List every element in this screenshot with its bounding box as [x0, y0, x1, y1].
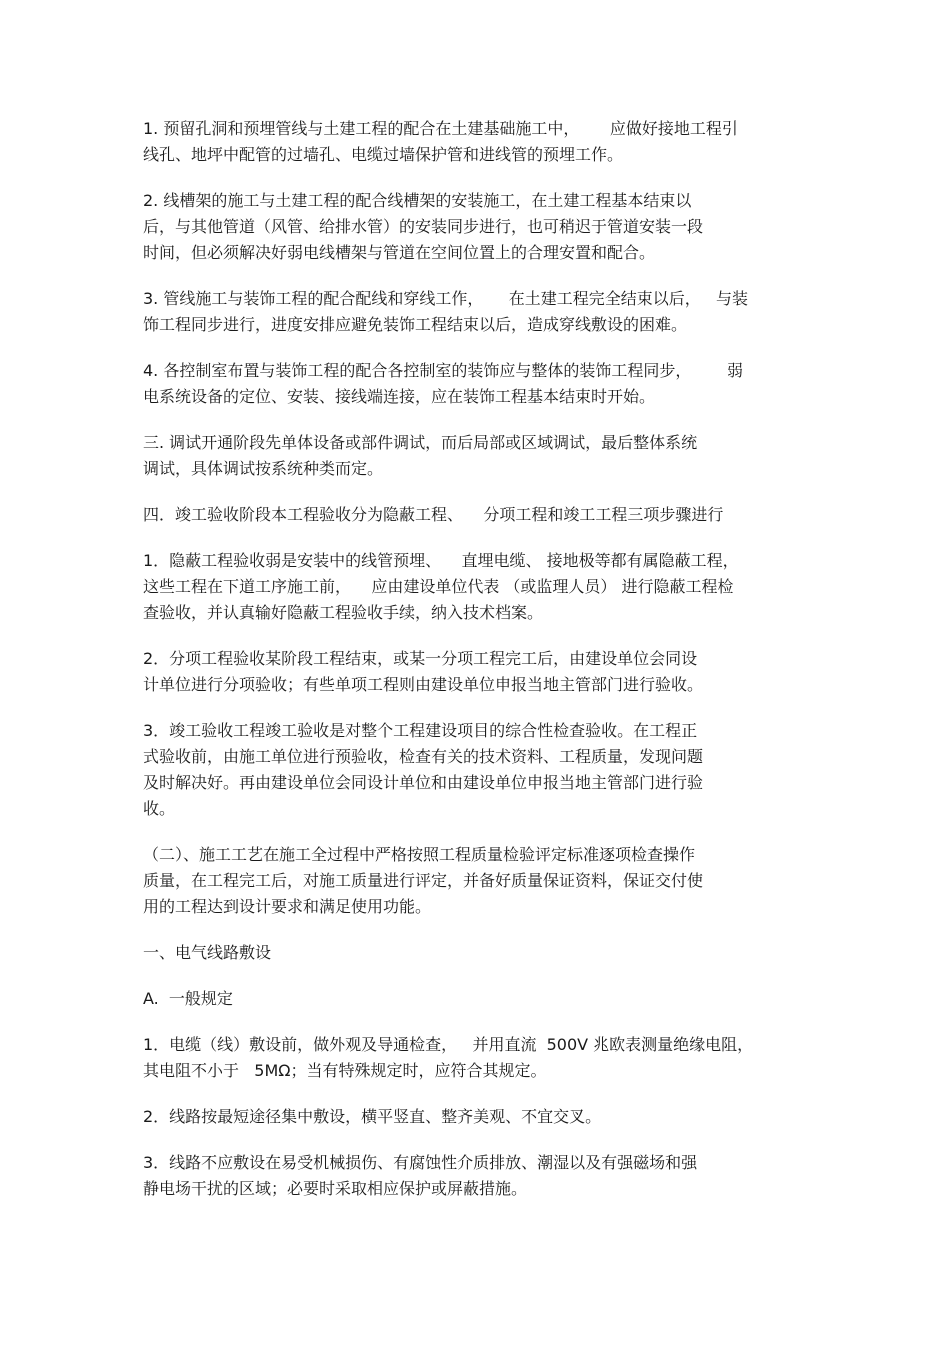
text-line: A. 一般规定	[143, 989, 233, 1008]
text-line: 电系统设备的定位、安装、接线端连接，应在装饰工程基本结束时开始。	[143, 387, 656, 406]
paragraph	[143, 842, 815, 920]
paragraph	[143, 548, 815, 626]
paragraph	[143, 188, 815, 266]
paragraph	[143, 1104, 815, 1130]
document-body	[143, 116, 815, 1222]
section-heading	[143, 502, 815, 528]
text-line: 1．电缆（线）敷设前，做外观及导通检查， 并用直流 500V 兆欧表测量绝缘电阻，	[143, 1035, 754, 1054]
text-line: 2．分项工程验收某阶段工程结束，或某一分项工程完工后，由建设单位会同设	[143, 649, 698, 668]
subsection-heading	[143, 986, 815, 1012]
text-line: 3. 管线施工与装饰工程的配合配线和穿线工作， 在土建工程完全结束以后， 与装	[143, 289, 749, 308]
text-line: 查验收，并认真输好隐蔽工程验收手续，纳入技术档案。	[143, 603, 544, 622]
text-line: 1．隐蔽工程验收弱是安装中的线管预埋、 直埋电缆、 接地极等都有属隐蔽工程，	[143, 551, 739, 570]
text-line: 3．竣工验收工程竣工验收是对整个工程建设项目的综合性检查验收。在工程正	[143, 721, 698, 740]
text-line: 四．竣工验收阶段本工程验收分为隐蔽工程、 分项工程和竣工工程三项步骤进行	[143, 505, 724, 524]
paragraph	[143, 116, 815, 168]
text-line: 三. 调试开通阶段先单体设备或部件调试，而后局部或区域调试，最后整体系统	[143, 433, 698, 452]
text-line: 收。	[143, 799, 176, 818]
text-line: 及时解决好。再由建设单位会同设计单位和由建设单位申报当地主管部门进行验	[143, 773, 704, 792]
paragraph	[143, 358, 815, 410]
text-line: 时间，但必须解决好弱电线槽架与管道在空间位置上的合理安置和配合。	[143, 243, 656, 262]
text-line: 调试，具体调试按系统种类而定。	[143, 459, 384, 478]
paragraph	[143, 718, 815, 822]
text-line: 质量，在工程完工后，对施工质量进行评定，并备好质量保证资料，保证交付使	[143, 871, 704, 890]
text-line: 2．线路按最短途径集中敷设，横平竖直、整齐美观、不宜交叉。	[143, 1107, 602, 1126]
text-line: 后，与其他管道（风管、给排水管）的安装同步进行，也可稍迟于管道安装一段	[143, 217, 704, 236]
text-line: 线孔、地坪中配管的过墙孔、电缆过墙保护管和进线管的预埋工作。	[143, 145, 624, 164]
text-line: 饰工程同步进行，进度安排应避免装饰工程结束以后，造成穿线敷设的困难。	[143, 315, 688, 334]
text-line: 2. 线槽架的施工与土建工程的配合线槽架的安装施工，在土建工程基本结束以	[143, 191, 692, 210]
text-line: 用的工程达到设计要求和满足使用功能。	[143, 897, 432, 916]
text-line: 一、电气线路敷设	[143, 943, 272, 962]
text-line: 计单位进行分项验收；有些单项工程则由建设单位申报当地主管部门进行验收。	[143, 675, 704, 694]
text-line: （二）、施工工艺在施工全过程中严格按照工程质量检验评定标准逐项检查操作	[143, 845, 696, 864]
text-line: 式验收前，由施工单位进行预验收，检查有关的技术资料、工程质量，发现问题	[143, 747, 704, 766]
text-line: 3．线路不应敷设在易受机械损伤、有腐蚀性介质排放、潮湿以及有强磁场和强	[143, 1153, 698, 1172]
text-line: 静电场干扰的区域；必要时采取相应保护或屏蔽措施。	[143, 1179, 528, 1198]
paragraph	[143, 646, 815, 698]
text-line: 4. 各控制室布置与装饰工程的配合各控制室的装饰应与整体的装饰工程同步， 弱	[143, 361, 743, 380]
text-line: 1. 预留孔洞和预埋管线与土建工程的配合在土建基础施工中， 应做好接地工程引	[143, 119, 738, 138]
paragraph	[143, 430, 815, 482]
paragraph	[143, 1032, 815, 1084]
paragraph	[143, 286, 815, 338]
paragraph	[143, 1150, 815, 1202]
text-line: 其电阻不小于 5MΩ；当有特殊规定时，应符合其规定。	[143, 1061, 547, 1080]
text-line: 这些工程在下道工序施工前， 应由建设单位代表 （或监理人员） 进行隐蔽工程检	[143, 577, 734, 596]
section-heading	[143, 940, 815, 966]
